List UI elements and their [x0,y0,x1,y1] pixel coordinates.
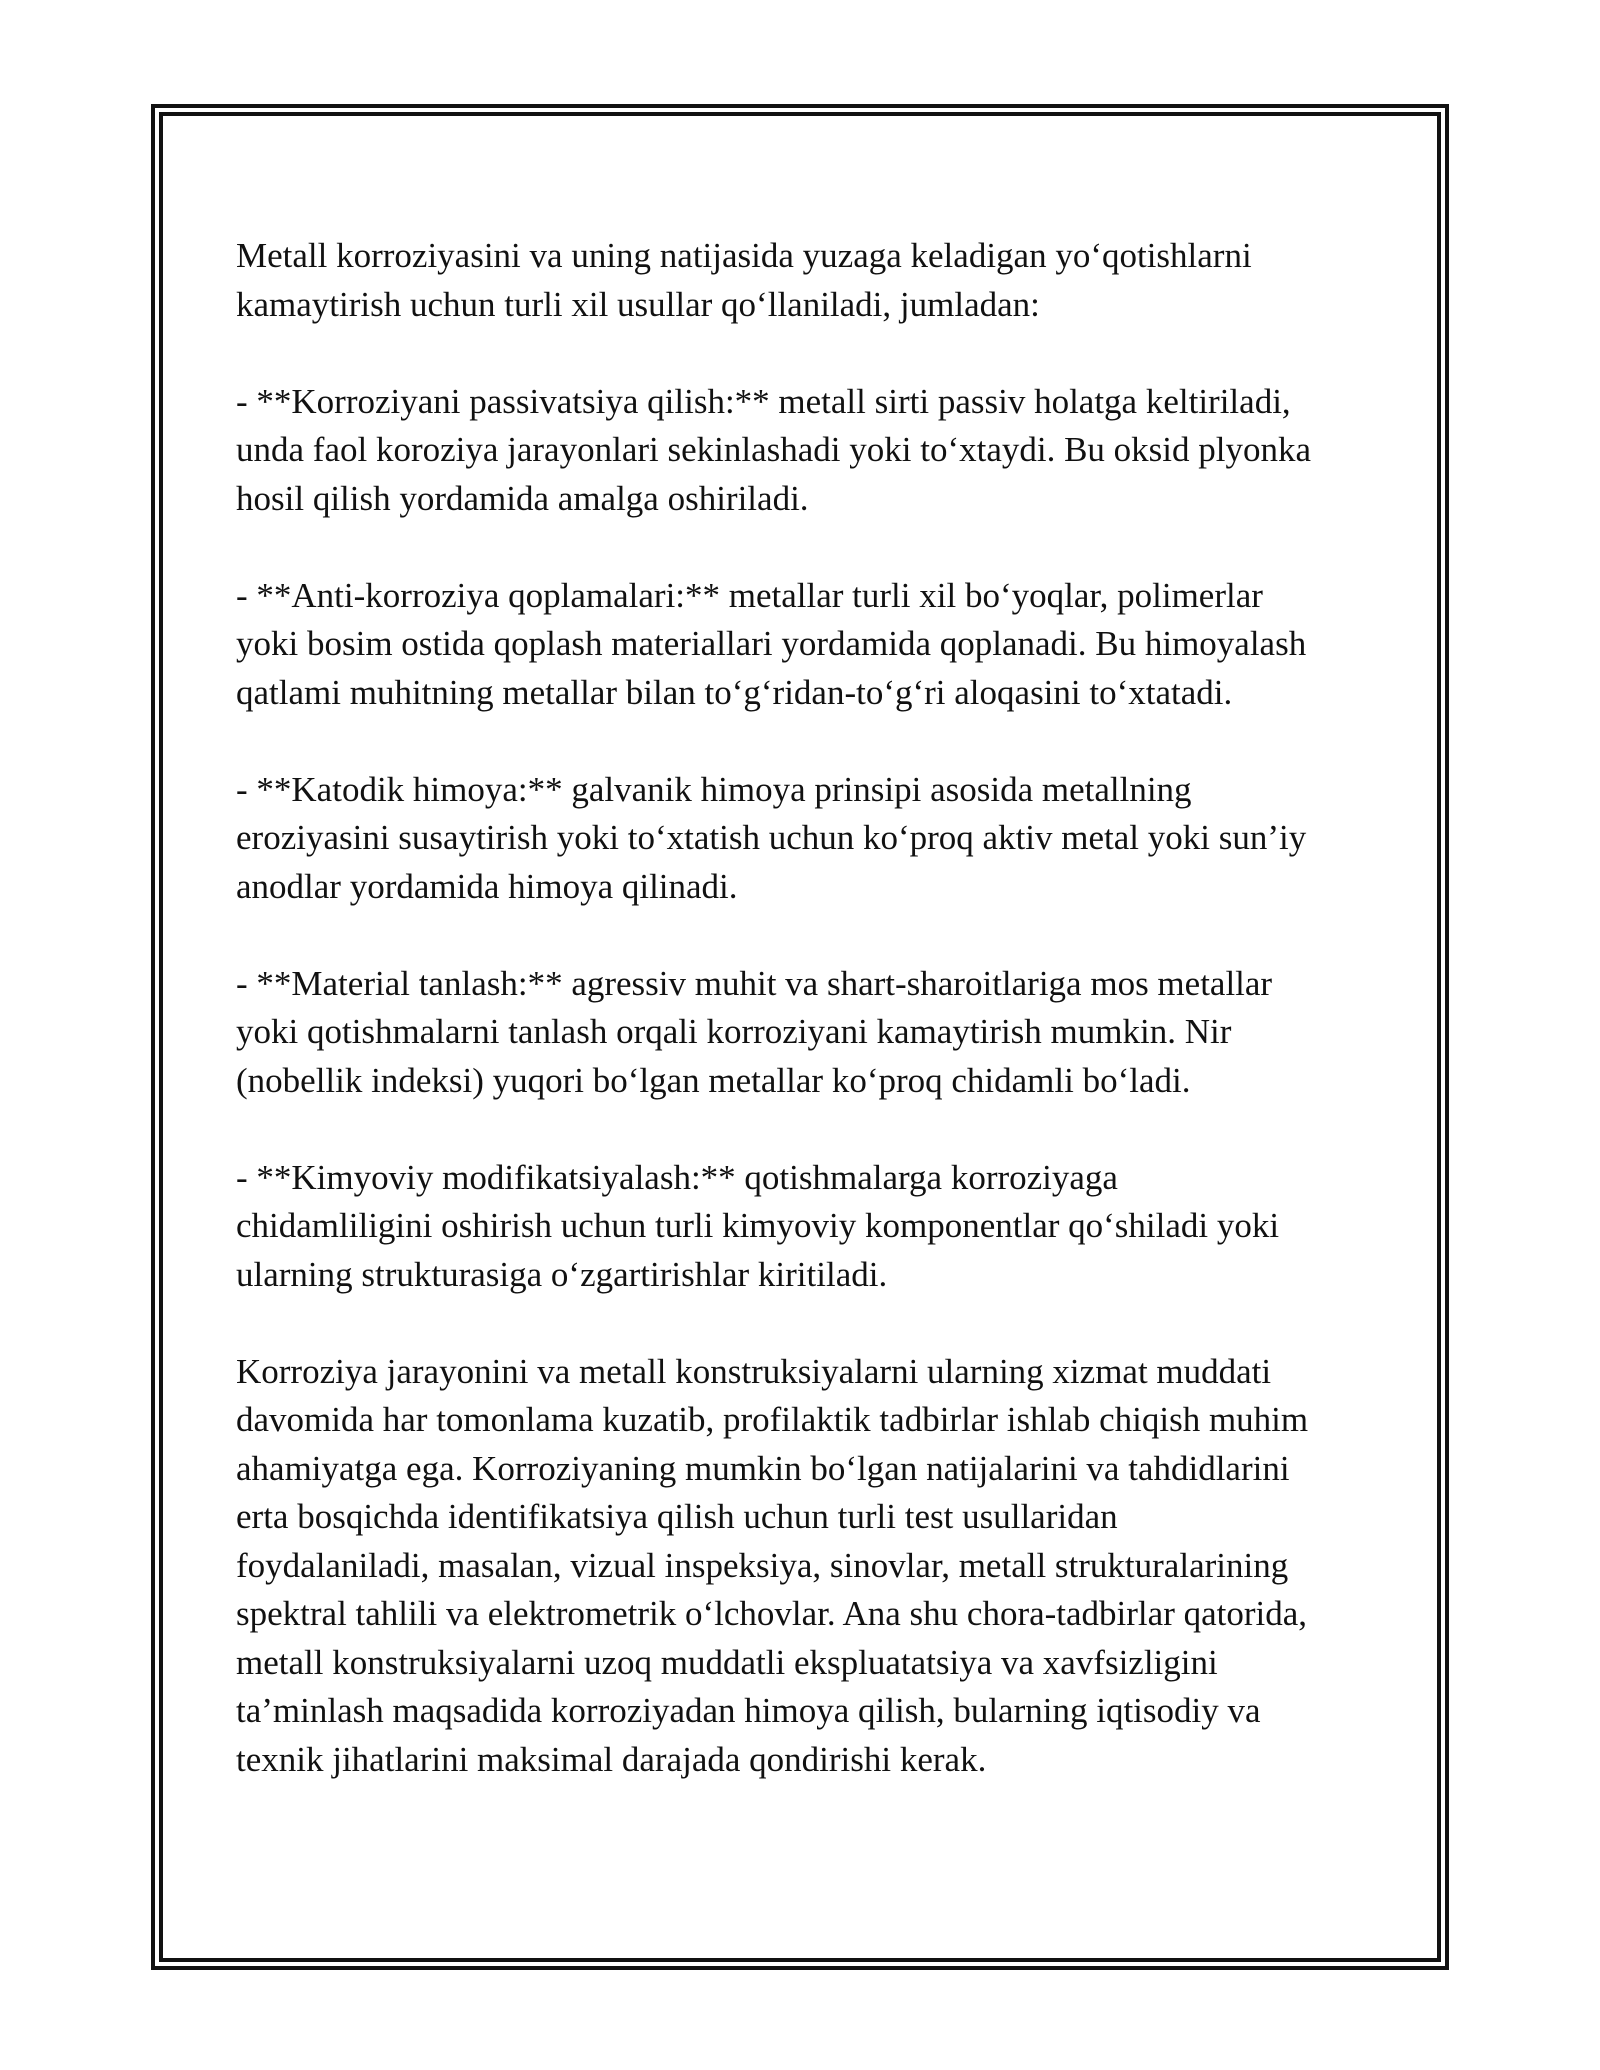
list-item-coatings: - **Anti-korroziya qoplamalari:** metallar turli xil bo‘yoqlar, polimerlar yoki bosim ostida qoplash materiallari yordamida qoplanadi. Bu himoyalash qatlami muhitning metallar bilan to‘g‘ridan-to‘g‘ri aloqasini to‘xtatadi. [236,575,1307,712]
list-item-passivation: - **Korroziyani passivatsiya qilish:** metall sirti passiv holatga keltiriladi, unda faol koroziya jarayonlari sekinlashadi yoki to‘xtaydi. Bu oksid plyonka hosil qilish yordamida amalga oshiriladi. [236,381,1312,518]
intro-paragraph: Metall korroziyasini va uning natijasida yuzaga keladigan yo‘qotishlarni kamaytirish uchun turli xil usullar qo‘llaniladi, jumladan: [236,236,1252,324]
conclusion-paragraph: Korroziya jarayonini va metall konstruksiyalarni ularning xizmat muddati davomida har tomonlama kuzatib, profilaktik tadbirlar ishlab chiqish muhim ahamiyatga ega. Korroziyaning mumkin bo‘lgan natijalarini va tahdidlarini erta bosqichda identifikatsiya qilish uchun turli test usullaridan foydalaniladi, masalan, vizual inspeksiya, sinovlar, metall strukturalarining spektral tahlili va elektrometrik o‘lchovlar. Ana shu chora-tadbirlar qatorida, metall konstruksiyalarni uzoq muddatli ekspluatatsiya va xavfsizligini ta’minlash maqsadida korroziyadan himoya qilish, bularning iqtisodiy va texnik jihatlarini maksimal darajada qondirishi kerak. [236,1351,1309,1779]
list-item-chemical-modification: - **Kimyoviy modifikatsiyalash:** qotishmalarga korroziyaga chidamliligini oshirish uchun turli kimyoviy komponentlar qo‘shiladi yoki ularning strukturasiga o‘zgartirishlar kiritiladi. [236,1157,1280,1294]
list-item-material-selection: - **Material tanlash:** agressiv muhit va shart-sharoitlariga mos metallar yoki qotishmalarni tanlash orqali korroziyani kamaytirish mumkin. Nir (nobellik indeksi) yuqori bo‘lgan metallar ko‘proq chidamli bo‘ladi. [236,963,1273,1100]
document-body [236,232,1376,1833]
list-item-cathodic-protection: - **Katodik himoya:** galvanik himoya prinsipi asosida metallning eroziyasini susaytirish yoki to‘xtatish uchun ko‘proq aktiv metal yoki sun’iy anodlar yordamida himoya qilinadi. [236,769,1307,906]
